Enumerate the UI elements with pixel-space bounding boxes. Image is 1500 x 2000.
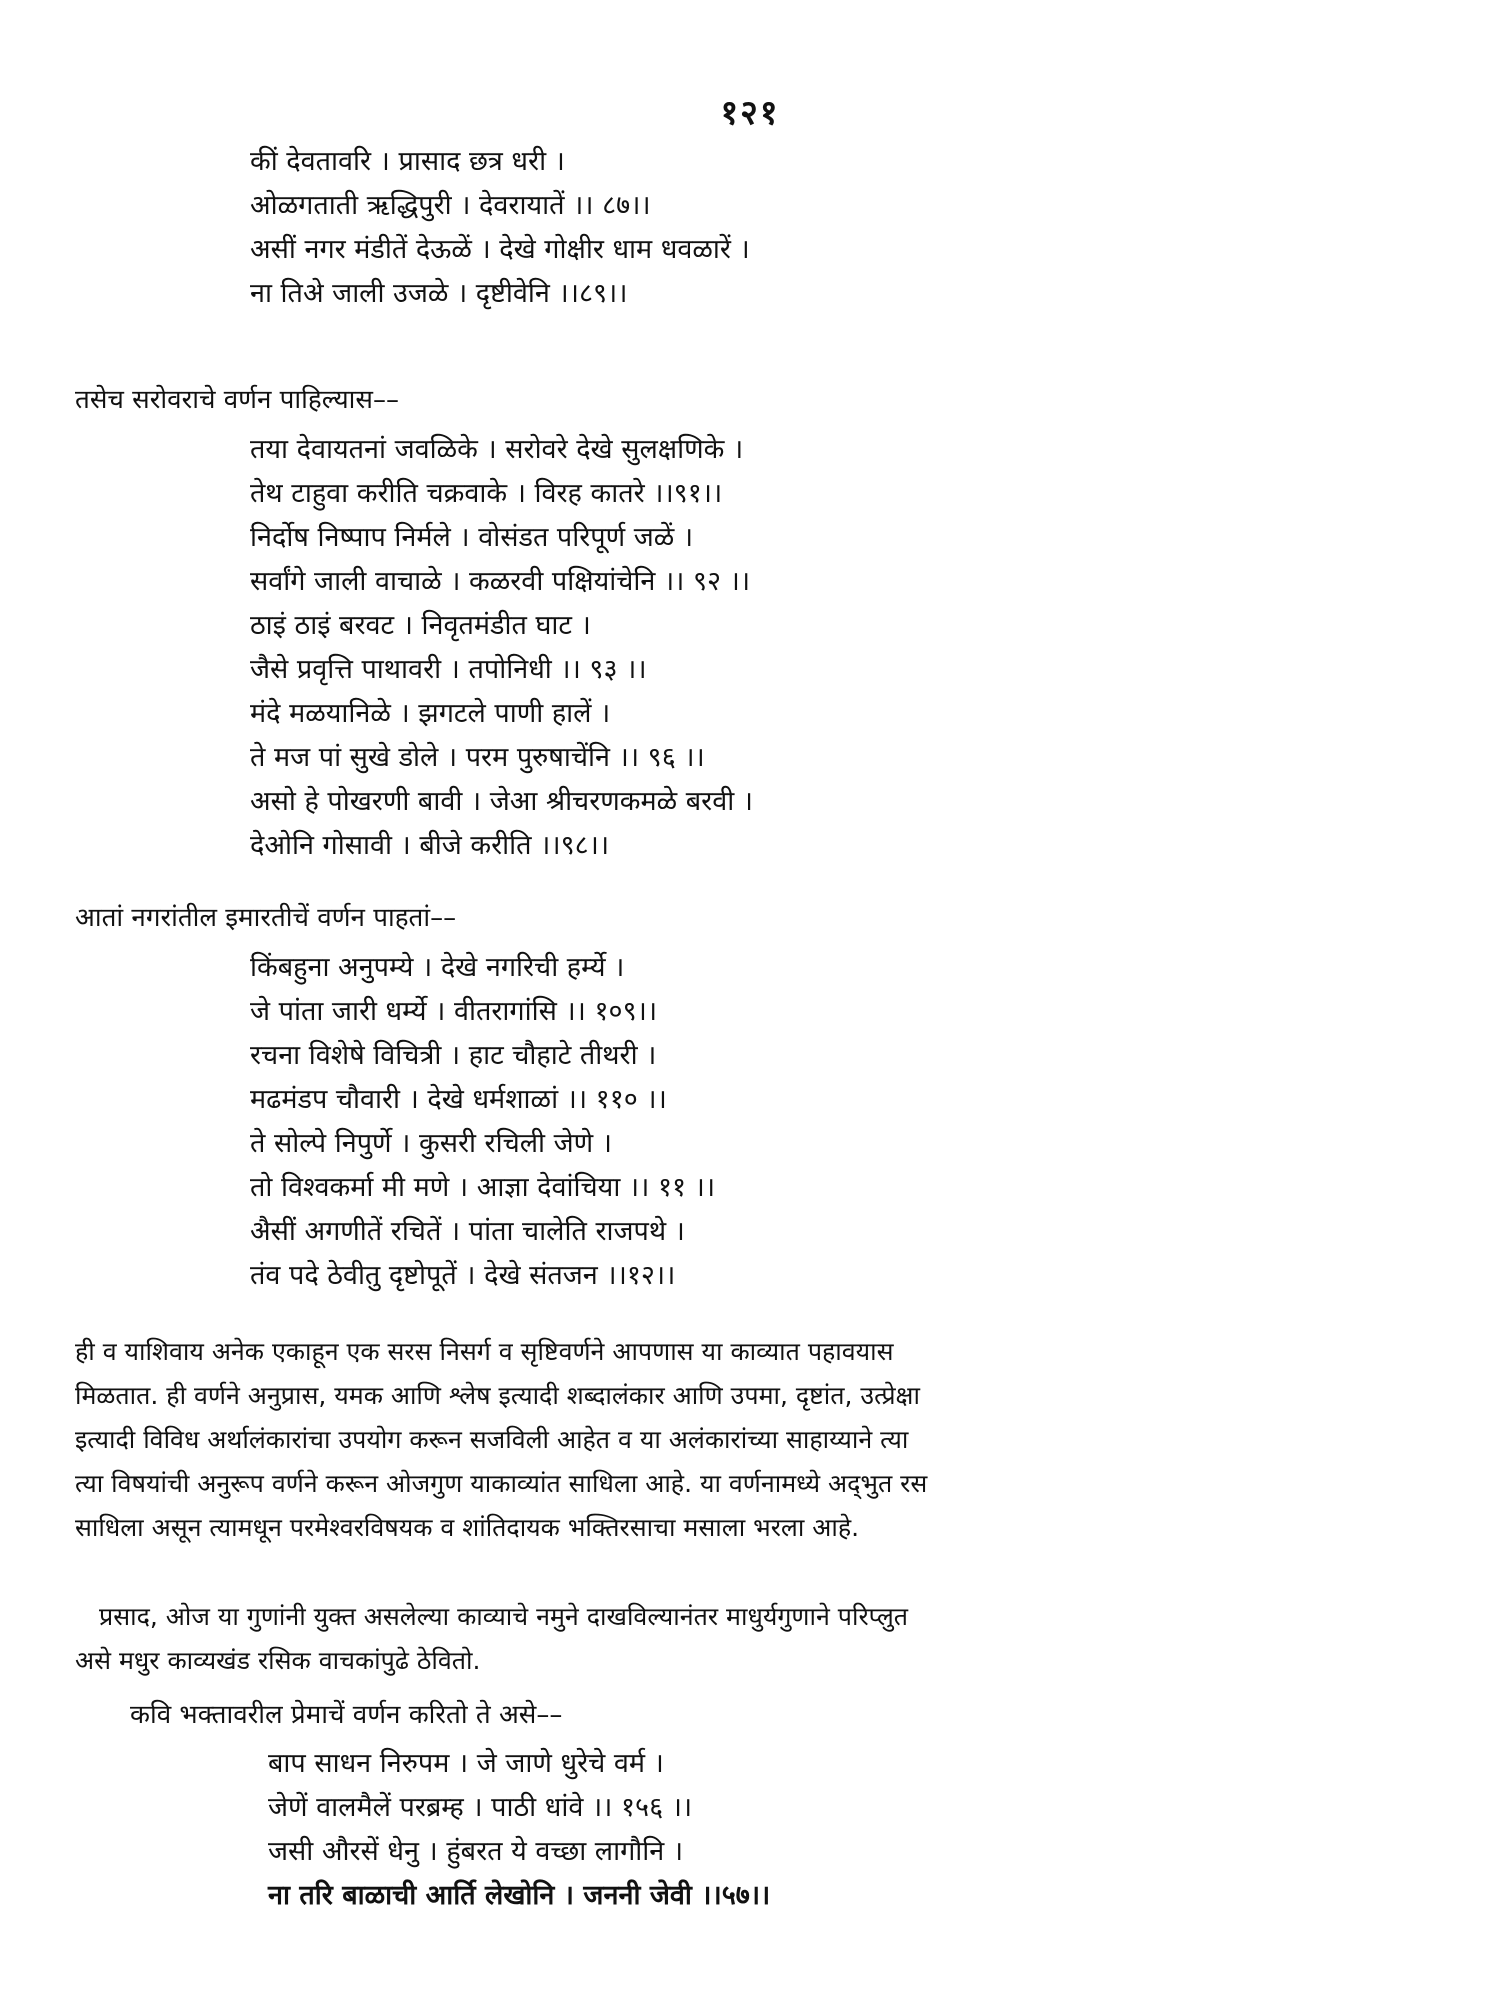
paragraph-line: असे मधुर काव्यखंड रसिक वाचकांपुढे ठेवितो. [75, 1646, 481, 1675]
verse-line: जसी औरसें धेनु । हुंबरत ये वच्छा लागौनि । [268, 1836, 684, 1867]
verse-line: रचना विशेषे विचित्री । हाट चौहाटे तीथरी । [250, 1040, 657, 1071]
verse-line: तया देवायतनां जवळिके । सरोवरे देखे सुलक्षणिके । [250, 434, 744, 465]
verse-line: सर्वांगे जाली वाचाळे । कळरवी पक्षियांचेनि ।। ९२ ।। [250, 566, 751, 597]
paragraph-line: साधिला असून त्यामधून परमेश्वरविषयक व शांतिदायक भक्तिरसाचा मसाला भरला आहे. [75, 1513, 860, 1542]
verse-line: किंबहुना अनुपम्ये । देखे नगरिची हर्म्ये । [250, 952, 625, 983]
verse-line: बाप साधन निरुपम । जे जाणे धुरेचे वर्म । [268, 1748, 664, 1779]
verse-line: ओळगताती ऋद्धिपुरी । देवरायातें ।। ८७।। [250, 190, 651, 221]
verse-line: जे पांता जारी धर्म्ये । वीतरागांसि ।। १०९।। [250, 996, 658, 1027]
verse-line: ठाइं ठाइं बरवट । निवृतमंडीत घाट । [250, 610, 591, 641]
verse-line: देओनि गोसावी । बीजे करीति ।।९८।। [250, 830, 610, 861]
verse-block-3 [250, 946, 715, 1298]
verse-line: तो विश्वकर्मा मी मणे । आज्ञा देवांचिया ।। ११ ।। [250, 1172, 716, 1203]
verse-line: अैसीं अगणीतें रचितें । पांता चालेति राजपथे । [250, 1216, 685, 1247]
paragraph-line: त्या विषयांची अनुरूप वर्णने करून ओजगुण याकाव्यांत साधिला आहे. या वर्णनामध्ये अद्‌भुत रस [75, 1469, 928, 1498]
paragraph-line: ही व याशिवाय अनेक एकाहून एक सरस निसर्ग व सृष्टिवर्णने आपणास या काव्यात पहावयास [75, 1337, 894, 1366]
verse-block-2 [250, 428, 753, 868]
verse-block-4 [268, 1742, 770, 1918]
verse-line: तंव पदे ठेवीतु दृष्टोपूतें । देखे संतजन ।।१२।। [250, 1260, 676, 1291]
page-number: १२१ [720, 93, 780, 133]
intro-imarati: आतां नगरांतील इमारतीचें वर्णन पाहतां–– [75, 903, 457, 933]
verse-line: निर्दोष निष्पाप निर्मले । वोसंडत परिपूर्ण जळें । [250, 522, 694, 553]
verse-block-1 [250, 140, 750, 316]
verse-line: असो हे पोखरणी बावी । जेआ श्रीचरणकमळे बरवी । [250, 786, 754, 817]
verse-line: ते सोल्पे निपुर्णे । कुसरी रचिली जेणे । [250, 1128, 612, 1159]
verse-line: ना तरि बाळाची आर्ति लेखोनि । जननी जेवी ।।५७।। [268, 1880, 771, 1911]
paragraph-line: इत्यादी विविध अर्थालंकारांचा उपयोग करून सजविली आहेत व या अलंकारांच्या साहाय्याने त्या [75, 1425, 909, 1454]
paragraph-2 [75, 1595, 1435, 1683]
paragraph-1 [75, 1330, 1435, 1550]
verse-line: तेथ टाहुवा करीति चक्रवाके । विरह कातरे ।।९१।। [250, 478, 723, 509]
verse-line: जैसे प्रवृत्ति पाथावरी । तपोनिधी ।। ९३ ।। [250, 654, 647, 685]
verse-line: जेणें वालमैलें परब्रम्ह । पाठी धांवे ।। १५६ ।। [268, 1792, 693, 1823]
verse-line: मंदे मळयानिळे । झगटले पाणी हालें । [250, 698, 611, 729]
verse-line: ना तिअे जाली उजळे । दृष्टीवेनि ।।८९।। [250, 278, 628, 309]
intro-kavi: कवि भक्तावरील प्रेमाचें वर्णन करितो ते असे–– [130, 1700, 563, 1730]
paragraph-line: मिळतात. ही वर्णने अनुप्रास, यमक आणि श्लेष इत्यादी शब्दालंकार आणि उपमा, दृष्टांत, उत्प्रेक्षा [75, 1381, 920, 1410]
verse-line: ते मज पां सुखे डोले । परम पुरुषाचेंनि ।। ९६ ।। [250, 742, 705, 773]
intro-sarovar: तसेच सरोवराचे वर्णन पाहिल्यास–– [75, 385, 399, 415]
verse-line: असीं नगर मंडीतें देऊळें । देखे गोक्षीर धाम धवळारें । [250, 234, 750, 265]
verse-line: कीं देवतावरि । प्रासाद छत्र धरी । [250, 146, 565, 177]
verse-line: मढमंडप चौवारी । देखे धर्मशाळां ।। ११० ।। [250, 1084, 667, 1115]
paragraph-line: प्रसाद, ओज या गुणांनी युक्त असलेल्या काव्याचे नमुने दाखविल्यानंतर माधुर्यगुणाने परिप्लुत [99, 1602, 909, 1631]
